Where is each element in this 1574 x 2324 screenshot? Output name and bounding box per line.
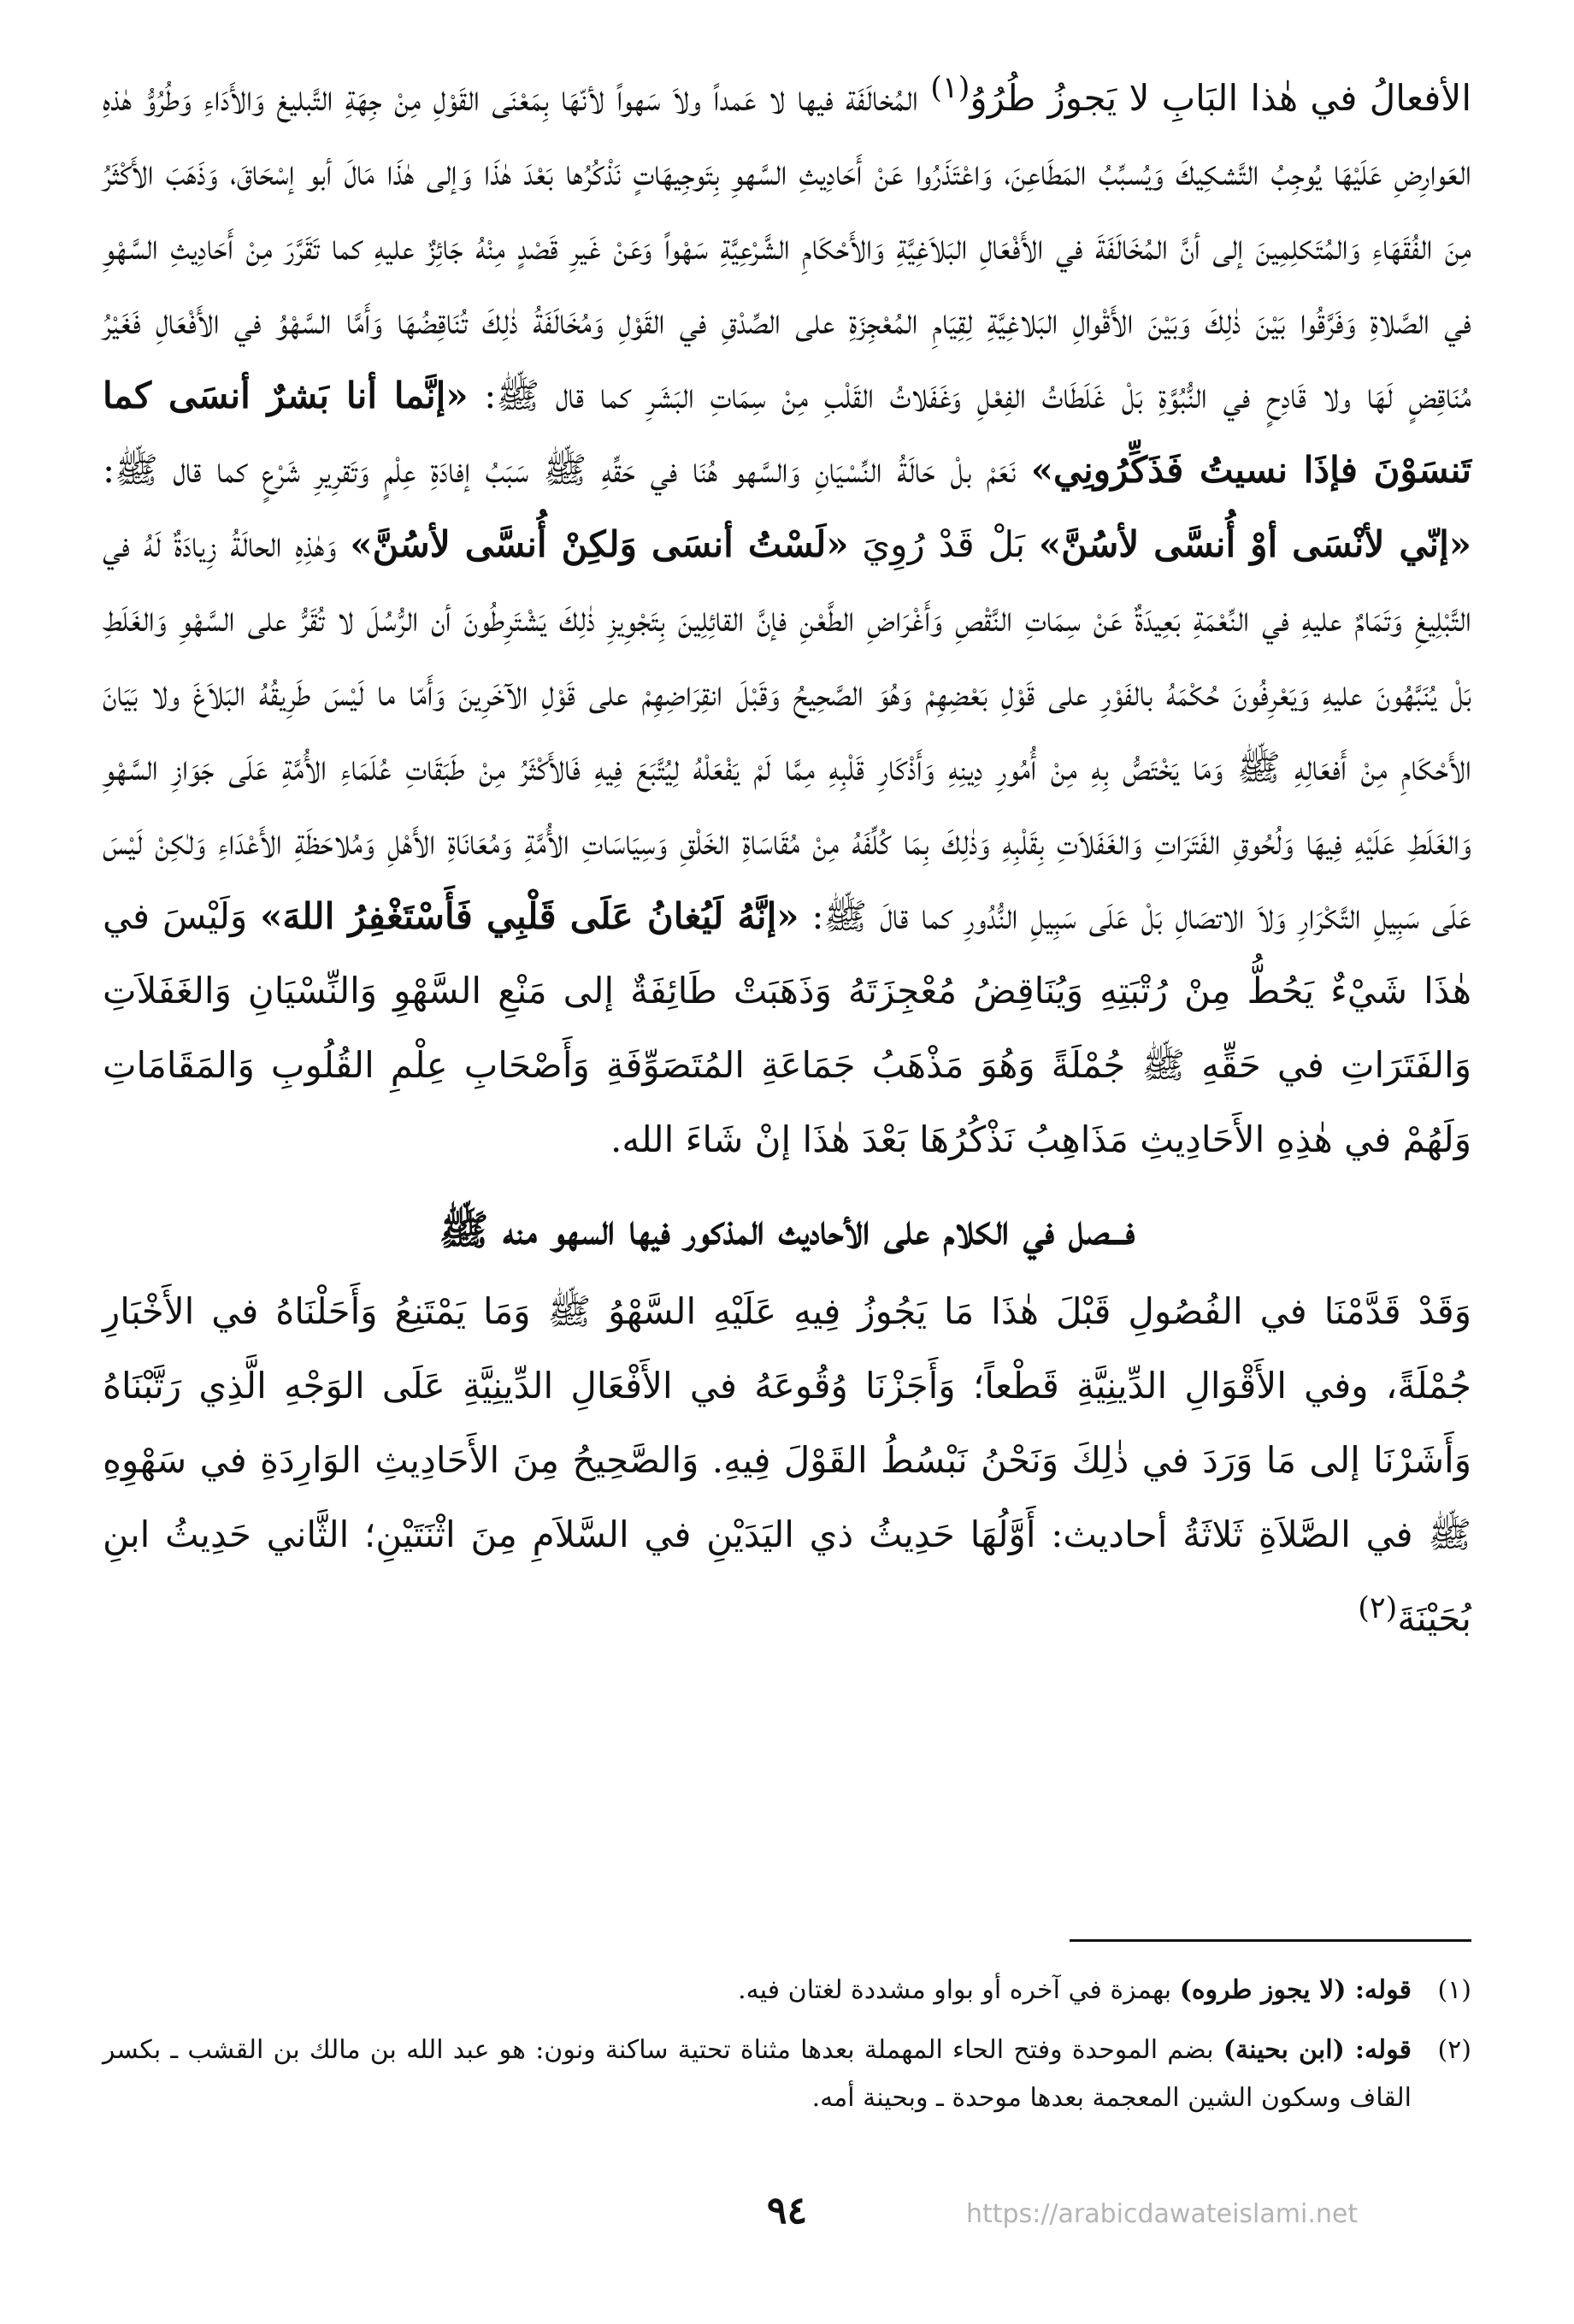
hadith-quote: «لَسْتُ أنسَى وَلكِنْ أُنسَّى لأسُنَّ» — [350, 523, 849, 565]
footnote-body: بضم الموحدة وفتح الحاء المهملة بعدها مثناة تحتية ساكنة ونون: هو عبد الله بن مالك بن القشب ـ بكسر القاف وسكون الشين المعجمة بعدها موحدة ـ وبحينة أمه. — [103, 2035, 1412, 2113]
paragraph-1-text: وَلَيْسَ في هٰذَا شَيْءٌ يَحُطُّ مِنْ رُتْبَتِهِ وَيُنَاقِضُ مُعْجِزَتَهُ وَذَهَبَتْ طَائِفَةٌ إلى مَنْعِ السَّهْوِ وَالنِّسْيَانِ وَالغَفَلاَتِ وَالفَتَرَاتِ في حَقِّهِ ﷺ جُمْلَةً وَهُوَ مَذْهَبُ جَمَاعَةِ المُتَصَوِّفَةِ وَأَصْحَابِ عِلْمِ القُلُوبِ وَالمَقَامَاتِ وَلَهُمْ في هٰذِهِ الأَحَادِيثِ مَذَاهِبُ نَذْكُرُهَا بَعْدَ هٰذَا إنْ شَاءَ الله. — [103, 895, 1471, 1160]
footnote-lead: قوله: (ابن بحينة) — [1223, 2035, 1412, 2065]
footnote-divider — [1070, 1939, 1471, 1942]
footnote-1-marker: (١) — [930, 71, 970, 105]
section-heading: فـــصل في الكلام على الأحاديث المذكور فيها السهو منه ﷺ — [439, 1206, 1135, 1254]
watermark-url: https://arabicdawateislami.net — [966, 2199, 1359, 2229]
footnote-1 — [103, 1967, 1471, 2014]
footnote-number: (١) — [1437, 1975, 1471, 2005]
paragraph-1-text: الأفعالُ في هٰذا البَابِ لا يَجوزُ طُرُوُ — [970, 77, 1472, 119]
footnote-lead: قوله: (لا يجوز طروه) — [1179, 1975, 1412, 2005]
hadith-quote: «إنَّهُ لَيُغانُ عَلَى قَلْبِي فَأَسْتَغْفِرُ اللهَ» — [260, 895, 799, 937]
footnote-2 — [103, 2026, 1471, 2122]
paragraph-1-text: نَعَمْ بلْ حَالَةُ النِّسْيَانِ وَالسَّهو هُنَا في حَقِّهِ ﷺ سَبَبُ إفادَةِ عِلْمٍ وَتَقرِيرِ شَرْعٍ كما قال ﷺ: — [103, 449, 1031, 491]
footnote-text — [103, 1967, 1412, 2014]
hadith-quote: «إنَّما أنا بَشرٌ أنسَى كما تَنسَوْنَ فإذَا نسيتُ فَذَكِّرُونِي» — [103, 375, 1472, 491]
footnote-body: بهمزة في آخره أو بواو مشددة لغتان فيه. — [738, 1975, 1180, 2005]
paragraph-1 — [103, 51, 1471, 1177]
paragraph-1-text: بَلْ قَدْ رُوِيَ — [848, 523, 1039, 565]
footnote-number: (٢) — [1437, 2035, 1471, 2065]
paragraph-1-text: وَهٰذِهِ الحالَةُ زِيادَةٌ لَهُ في التَّبْلِيغِ وَتَمَامٌ عليهِ في النِّعْمَةِ بَعِيدَةٌ عَنْ سِمَاتِ النَّقْصِ وَأَغْرَاضِ الطَّعْنِ فإنَّ القائِلِينَ بِتَجْوِيزِ ذٰلِكَ يَشْتَرِطُونَ أن الرُّسُلَ لا تُقَرُّ على السَّهْوِ وَالغَلَطِ بَلْ يُنَبَّهُونَ عليهِ وَيَعْرِفُونَ حُكْمَهُ بالفَوْرِ على قَوْلِ بَعْضِهِمْ وَهُوَ الصَّحِيحُ وَقَبْلَ انقِرَاضِهِمْ على قَوْلِ الآخَرِينَ وَأَمّا ما لَيْسَ طَرِيقُهُ البَلاَغَ ولا بَيَانَ الأَحْكَامِ مِنْ أَفعَالِهِ ﷺ وَمَا يَخْتَصُّ بِهِ مِنْ أُمُورِ دِينِهِ وَأَذْكَارِ قَلْبِهِ مِمَّا لَمْ يَفْعَلْهُ لِيُتَّبَعَ فِيهِ فَالأَكْثَرُ مِنْ طَبَقَاتِ عُلَمَاءِ الأُمَّةِ عَلَى جَوَازِ السَّهْوِ وَالغَلَطِ عَلَيْهِ فِيهَا وَلُحُوقِ الفَتَرَاتِ وَالغَفَلاَتِ بِقَلْبِهِ وَذٰلِكَ بِمَا كُلِّفَهُ مِنْ مُقَاسَاةِ الخَلْقِ وَسِيَاسَاتِ الأُمَّةِ وَمُعَانَاةِ الأَهْلِ وَمُلاحَظَةِ الأَعْدَاءِ وَلٰكِنْ لَيْسَ عَلَى سَبِيلِ التَّكْرَارِ وَلاَ الاتصَالِ بَلْ عَلَى سَبِيلِ النُّدُورِ كما قالَ ﷺ: — [103, 523, 1471, 937]
page-number: ٩٤ — [766, 2189, 808, 2233]
footnote-text — [103, 2026, 1412, 2122]
paragraph-2-text: وَقَدْ قَدَّمْنَا في الفُصُولِ قَبْلَ هٰذَا مَا يَجُوزُ فِيهِ عَلَيْهِ السَّهْوُ ﷺ وَمَا يَمْتَنِعُ وَأَحَلْنَاهُ في الأَخْبَارِ جُمْلَةً، وفي الأَقْوَالِ الدِّينِيَّةِ قَطْعاً؛ وَأَجَزْنَا وُقُوعَهُ في الأَفْعَالِ الدِّينِيَّةِ عَلَى الوَجْهِ الَّذِي رَتَّبْنَاهُ وَأَشَرْنَا إلى مَا وَرَدَ في ذٰلِكَ وَنَحْنُ نَبْسُطُ القَوْلَ فِيهِ. وَالصَّحِيحُ مِنَ الأَحَادِيثِ الوَارِدَةِ في سَهْوِهِ ﷺ في الصَّلاَةِ ثَلاثَةُ أحاديث: أَوَّلُهَا حَدِيثُ ذي اليَدَيْنِ في السَّلاَمِ مِنَ اثْنَتَيْنِ؛ الثَّاني حَدِيثُ ابنِ بُحَيْنَةَ — [103, 1290, 1471, 1639]
footnotes — [103, 1967, 1471, 2134]
hadith-quote: «إنّي لأنْسَى أوْ أُنسَّى لأسُنَّ» — [1038, 523, 1471, 565]
paragraph-1-text: المُخالَفَة فيها لا عَمداً ولاَ سَهواً لأنّهَا بِمَعْنَى القَوْلِ مِنْ جِهَةِ التَّبليغ وَالأَدَاءِ وَطُرُوُّ هٰذهِ العَوارِضِ عَلَيْهَا يُوجِبُ التَّشكِيكَ وَيُسبِّبُ المَطَاعِنَ، وَاعْتَذَرُوا عَنْ أَحَادِيثِ السَّهوِ بِتَوجِيهَاتٍ نَذْكُرُها بَعْدَ هٰذَا وَإلى هٰذَا مَالَ أبو إسْحَاقَ، وَذَهَبَ الأَكْثَرُ مِنَ الفُقَهَاءِ وَالمُتَكلِمِينَ إلى أنَّ المُخَالَفَةَ في الأَفْعَالِ البَلاَغِيَّةِ وَالأَحْكَامِ الشَّرْعِيَّةِ سَهْواً وَعَنْ غَيرِ قَصْدٍ مِنْهُ جَائِزٌ عليهِ كما تَقَرَّرَ مِنْ أَحَادِيثِ السَّهْوِ في الصَّلاةِ وَفَرَّقُوا بَيْنَ ذٰلِكَ وَبَيْنَ الأَقْوالِ البَلاغِيَّةِ لِقِيَامِ المُعْجِزَةِ على الصِّدْقِ في القَوْلِ وَمُخَالَفَةُ ذٰلِكَ تُنَاقِضُهَا وَأَمَّا السَّهْوُ في الأَفْعَالِ فَغَيْرُ مُنَاقِضٍ لَهَا ولا قَادِحٍ في النُّبُوَّةِ بَلْ غَلَطَاتُ الفِعْلِ وَغَفَلاتُ القَلْبِ مِنْ سِمَاتِ البَشَرِ كما قال ﷺ: — [103, 77, 1471, 416]
footnote-2-marker: (٢) — [1358, 1591, 1398, 1625]
paragraph-2 — [103, 1274, 1471, 1655]
